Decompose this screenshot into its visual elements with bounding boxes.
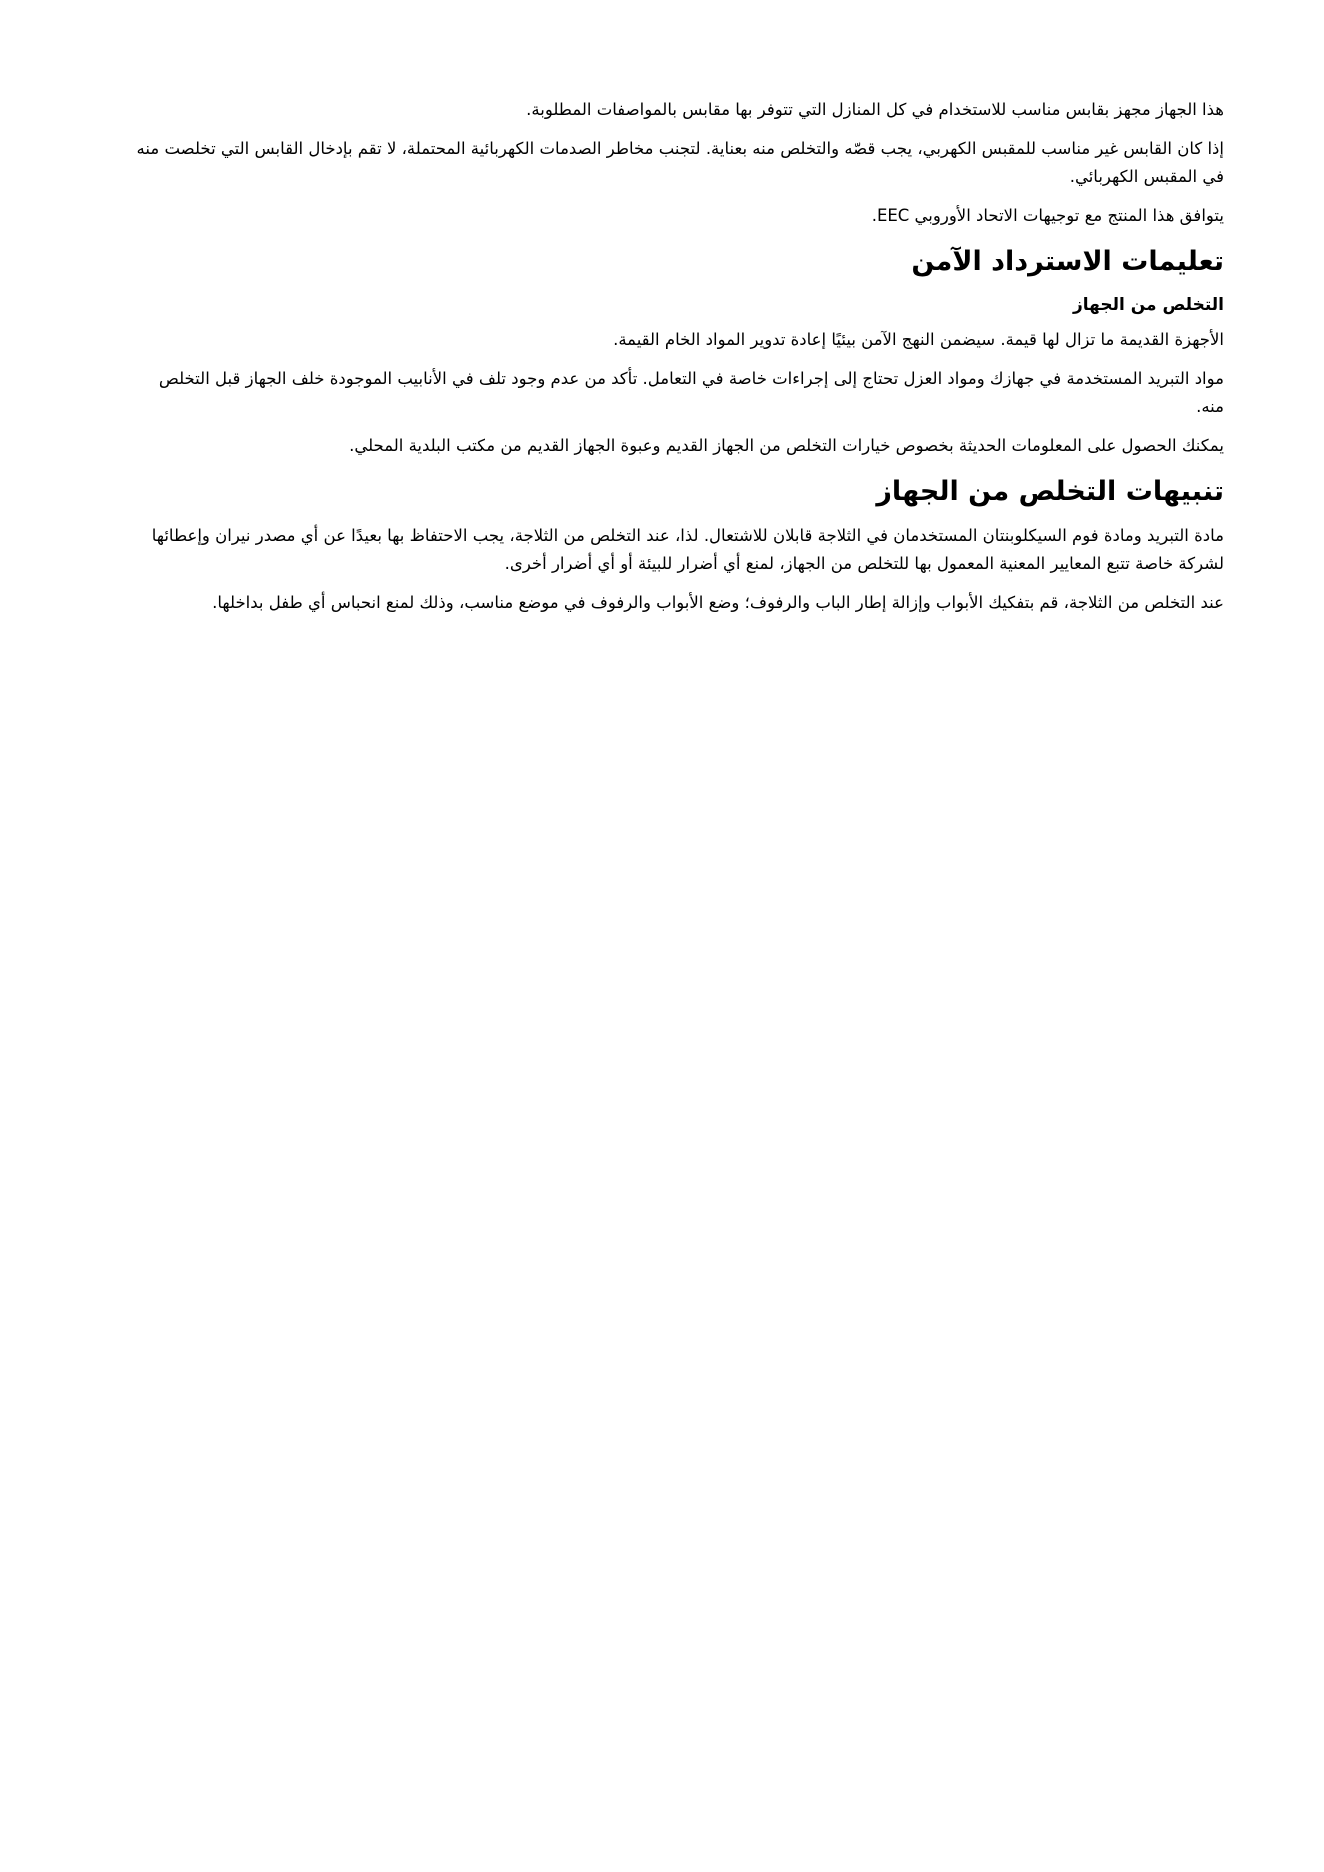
section-heading-disposal-warnings: تنبيهات التخلص من الجهاز xyxy=(876,476,1224,507)
section-heading-safe-recovery: تعليمات الاسترداد الآمن xyxy=(911,246,1224,277)
subheading-appliance-disposal: التخلص من الجهاز xyxy=(1072,295,1224,315)
intro-paragraph-plug: هذا الجهاز مجهز بقابس مناسب للاستخدام في كل المنازل التي تتوفر بها مقابس بالمواصفات المطلوبة. xyxy=(526,100,1224,119)
recovery-paragraph-refrigerant: مواد التبريد المستخدمة في جهازك ومواد العزل تحتاج إلى إجراءات خاصة في التعامل. تأكد من عدم وجود تلف في الأنابيب الموجودة خلف الجهاز قبل التخلص منه. xyxy=(158,369,1224,416)
document-page xyxy=(134,96,1224,628)
warning-paragraph-flammable: مادة التبريد ومادة فوم السيكلوبنتان المستخدمان في الثلاجة قابلان للاشتعال. لذا، عند التخلص من الثلاجة، يجب الاحتفاظ بها بعيدًا عن أي مصدر نيران وإعطائها لشركة خاصة تتبع المعايير المعنية المعمول بها للتخلص من الجهاز، لمنع أي أضرار للبيئة أو أي أضرار أخرى. xyxy=(151,526,1224,573)
intro-paragraph-eec-compliance: يتوافق هذا المنتج مع توجيهات الاتحاد الأوروبي EEC. xyxy=(871,206,1224,225)
recovery-paragraph-municipality: يمكنك الحصول على المعلومات الحديثة بخصوص خيارات التخلص من الجهاز القديم وعبوة الجهاز القديم من مكتب البلدية المحلي. xyxy=(349,436,1224,455)
intro-paragraph-plug-unsuitable: إذا كان القابس غير مناسب للمقبس الكهربي، يجب قصّه والتخلص منه بعناية. لتجنب مخاطر الصدمات الكهربائية المحتملة، لا تقم بإدخال القابس التي تخلصت منه في المقبس الكهربائي. xyxy=(136,139,1224,186)
warning-paragraph-child-entrapment: عند التخلص من الثلاجة، قم بتفكيك الأبواب وإزالة إطار الباب والرفوف؛ وضع الأبواب والرفوف في موضع مناسب، وذلك لمنع انحباس أي طفل بداخلها. xyxy=(212,593,1224,612)
recovery-paragraph-value: الأجهزة القديمة ما تزال لها قيمة. سيضمن النهج الآمن بيئيًا إعادة تدوير المواد الخام القيمة. xyxy=(613,330,1224,349)
